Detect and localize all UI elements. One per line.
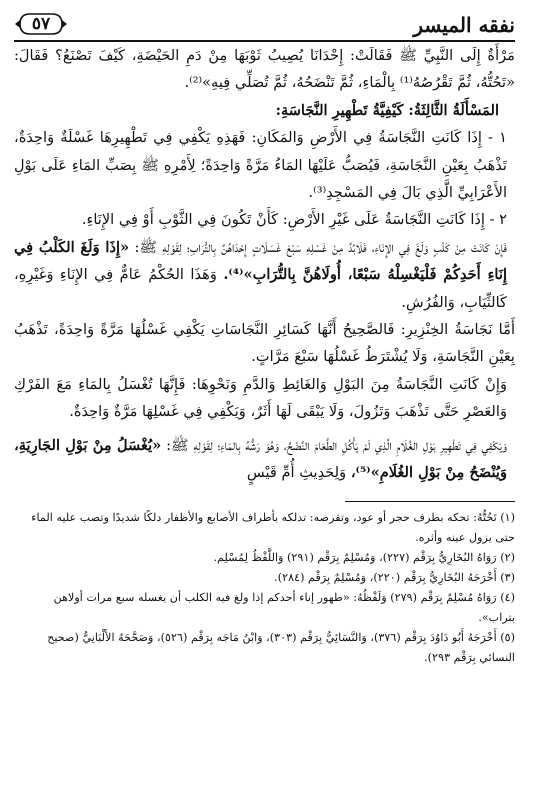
page-header <box>14 6 515 42</box>
dog-hadith-quote: «إِذَا وَلَغَ الكَلْبُ فِي إِنَاءِ أَحَدِكُمْ فَلْيَغْسِلْهُ سَبْعًا، أُولَاهُنَّ بِالتُّرَابِ»⁽⁴⁾. <box>14 238 507 284</box>
footnote-item: (٥) أَخْرَجَهُ أَبُو دَاوُدَ بِرَقْم (٣٧٦)، وَالنَّسَائِيُّ بِرَقْم (٣٠٣)، وَابْنُ مَاجَه بِرَقْم (٥٢٦)، وَصَحَّحَهُ الأَلْبَانِيُّ (صحيح النسائي بِرَقْم ٢٩٣). <box>47 630 515 664</box>
dog-impurity-intro: فَإِنْ كَانَتْ مِنْ كَلْبٍ وَلَغَ فِي الإِنَاءِ، فَلَابُدَّ مِنْ غَسْلِهِ سَبْعَ غَسَلَاتٍ إِحْدَاهُنَّ بِالتُّرَابِ؛ لِقَوْلِهِ ﷺ: <box>134 238 507 256</box>
running-title: نفقه الميسر <box>413 13 515 37</box>
page-number: ٥٧ <box>31 14 51 34</box>
paragraph-ground-impurity: ١ - إِذَا كَانَتِ النَّجَاسَةُ فِي الأَرْضِ وَالمَكَانِ: فَهَذِهِ يَكْفِي فِي تَطْهِيرِهَا غَسْلَةٌ وَاحِدَةٌ، تَذْهَبُ بِعَيْنِ النَّجَاسَةِ، فَيُصَبُّ عَلَيْهَا المَاءُ مَرَّةً وَاحِدَةً؛ لِأَمْرِهِ ﷺ بِصَبِّ المَاءِ عَلَى بَوْلِ الأَعْرَابِيِّ الَّذِي بَالَ فِي المَسْجِدِ⁽³⁾. <box>14 129 507 202</box>
footnotes <box>14 508 515 668</box>
footnote-item: (٣) أَخْرَجَهُ البُخَارِيُّ بِرَقْم (٢٢٠)، وَمُسْلِمٌ بِرَقْم (٢٨٤). <box>274 570 515 584</box>
paragraph-dog-impurity <box>14 234 515 316</box>
boy-urine-hadith-quote: «يُغْسَلُ مِنْ بَوْلِ الجَارِيَةِ، وَيُنْضَحُ مِنْ بَوْلِ الغُلَامِ»⁽⁵⁾، <box>14 436 507 482</box>
footnote-divider <box>345 501 515 502</box>
paragraph-urine-blood-impurity: وَإِنْ كَانَتِ النَّجَاسَةُ مِنَ البَوْلِ وَالغَائِطِ وَالدَّمِ وَنَحْوِهَا: فَإِنَّهَا تُغْسَلُ بِالمَاءِ مَعَ الفَرْكِ وَالعَصْرِ حَتَّى تَذْهَبَ وَتَزُولَ، وَلَا يَبْقَى لَهَا أَثَرٌ، وَيَكْفِي فِي غَسْلِهَا مَرَّةٌ وَاحِدَةٌ. <box>14 375 507 421</box>
footnote-item: (١) تَحُتُّهُ: تحكه بطرف حجر أو عود، وتقرصه: تدلكه بأطراف الأصابع والأظفار دلكًا شديدًا وتصب عليه الماء حتى يزول عينه وأثره. <box>31 510 515 544</box>
footnote-item: (٤) رَوَاهُ مُسْلِمٌ بِرَقْم (٢٧٩) وَلَفْظُهُ: «طهور إناء أحدكم إذا ولغ فيه الكلب أن يغسله سبع مرات أولاهن بتراب». <box>53 590 515 624</box>
main-text <box>14 42 515 487</box>
section-heading: المَسْأَلَةُ الثَّالِثَةُ: كَيْفِيَّةُ تَطْهِيرِ النَّجَاسَةِ: <box>275 101 499 119</box>
footnote-item: (٢) رَوَاهُ البُخَارِيُّ بِرَقْم (٢٢٧)، وَمُسْلِمٌ بِرَقْم (٢٩١) وَاللَّفْظُ لِمُسْلِم. <box>213 550 515 564</box>
paragraph-hadith-asma: مَرْأَةٌ إِلَى النَّبِيِّ ﷺ فَقَالَتْ: إِحْدَانَا يُصِيبُ ثَوْبَهَا مِنْ دَمِ الحَيْضَةِ، كَيْفَ تَصْنَعُ؟ فَقَالَ: «تَحُتُّهُ، ثُمَّ تَقْرُصُهُ⁽¹⁾ بِالْمَاءِ، ثُمَّ تَنْضَحُهُ، ثُمَّ تُصَلِّي فِيهِ»⁽²⁾. <box>14 47 515 92</box>
boy-urine-continuation: وَلِحَدِيثِ أُمِّ قَيْسٍ <box>246 464 347 482</box>
page-number-badge <box>14 11 68 37</box>
dog-impurity-rule: وَهَذَا الحُكْمُ عَامٌّ فِي الإِنَاءِ وَغَيْرِهِ، كَالثِّيَابِ، وَالفُرُشِ. <box>14 266 507 311</box>
boy-urine-intro: وَيَكْفِي فِي تَطْهِيرِ بَوْلِ الغُلَامِ الَّذِي لَمْ يَأْكُلِ الطَّعَامَ النَّضْحُ، وَهُوَ رَشُّهُ بِالمَاءِ؛ لِقَوْلِهِ ﷺ: <box>166 436 507 454</box>
paragraph-pig-impurity: أَمَّا نَجَاسَةُ الخِنْزِيرِ: فَالصَّحِيحُ أَنَّهَا كَسَائِرِ النَّجَاسَاتِ يَكْفِي غَسْلُهَا مَرَّةً وَاحِدَةً، تَذْهَبُ بِعَيْنِ النَّجَاسَةِ، وَلَا يُشْتَرَطُ غَسْلُهَا سَبْعَ مَرَّاتٍ. <box>14 321 515 366</box>
paragraph-non-ground-impurity: ٢ - إِذَا كَانَتِ النَّجَاسَةُ عَلَى غَيْرِ الأَرْضِ: كَأَنْ تَكُونَ فِي الثَّوْبِ أَوْ فِي الإِنَاءِ. <box>81 211 507 229</box>
paragraph-boy-urine <box>14 432 515 487</box>
